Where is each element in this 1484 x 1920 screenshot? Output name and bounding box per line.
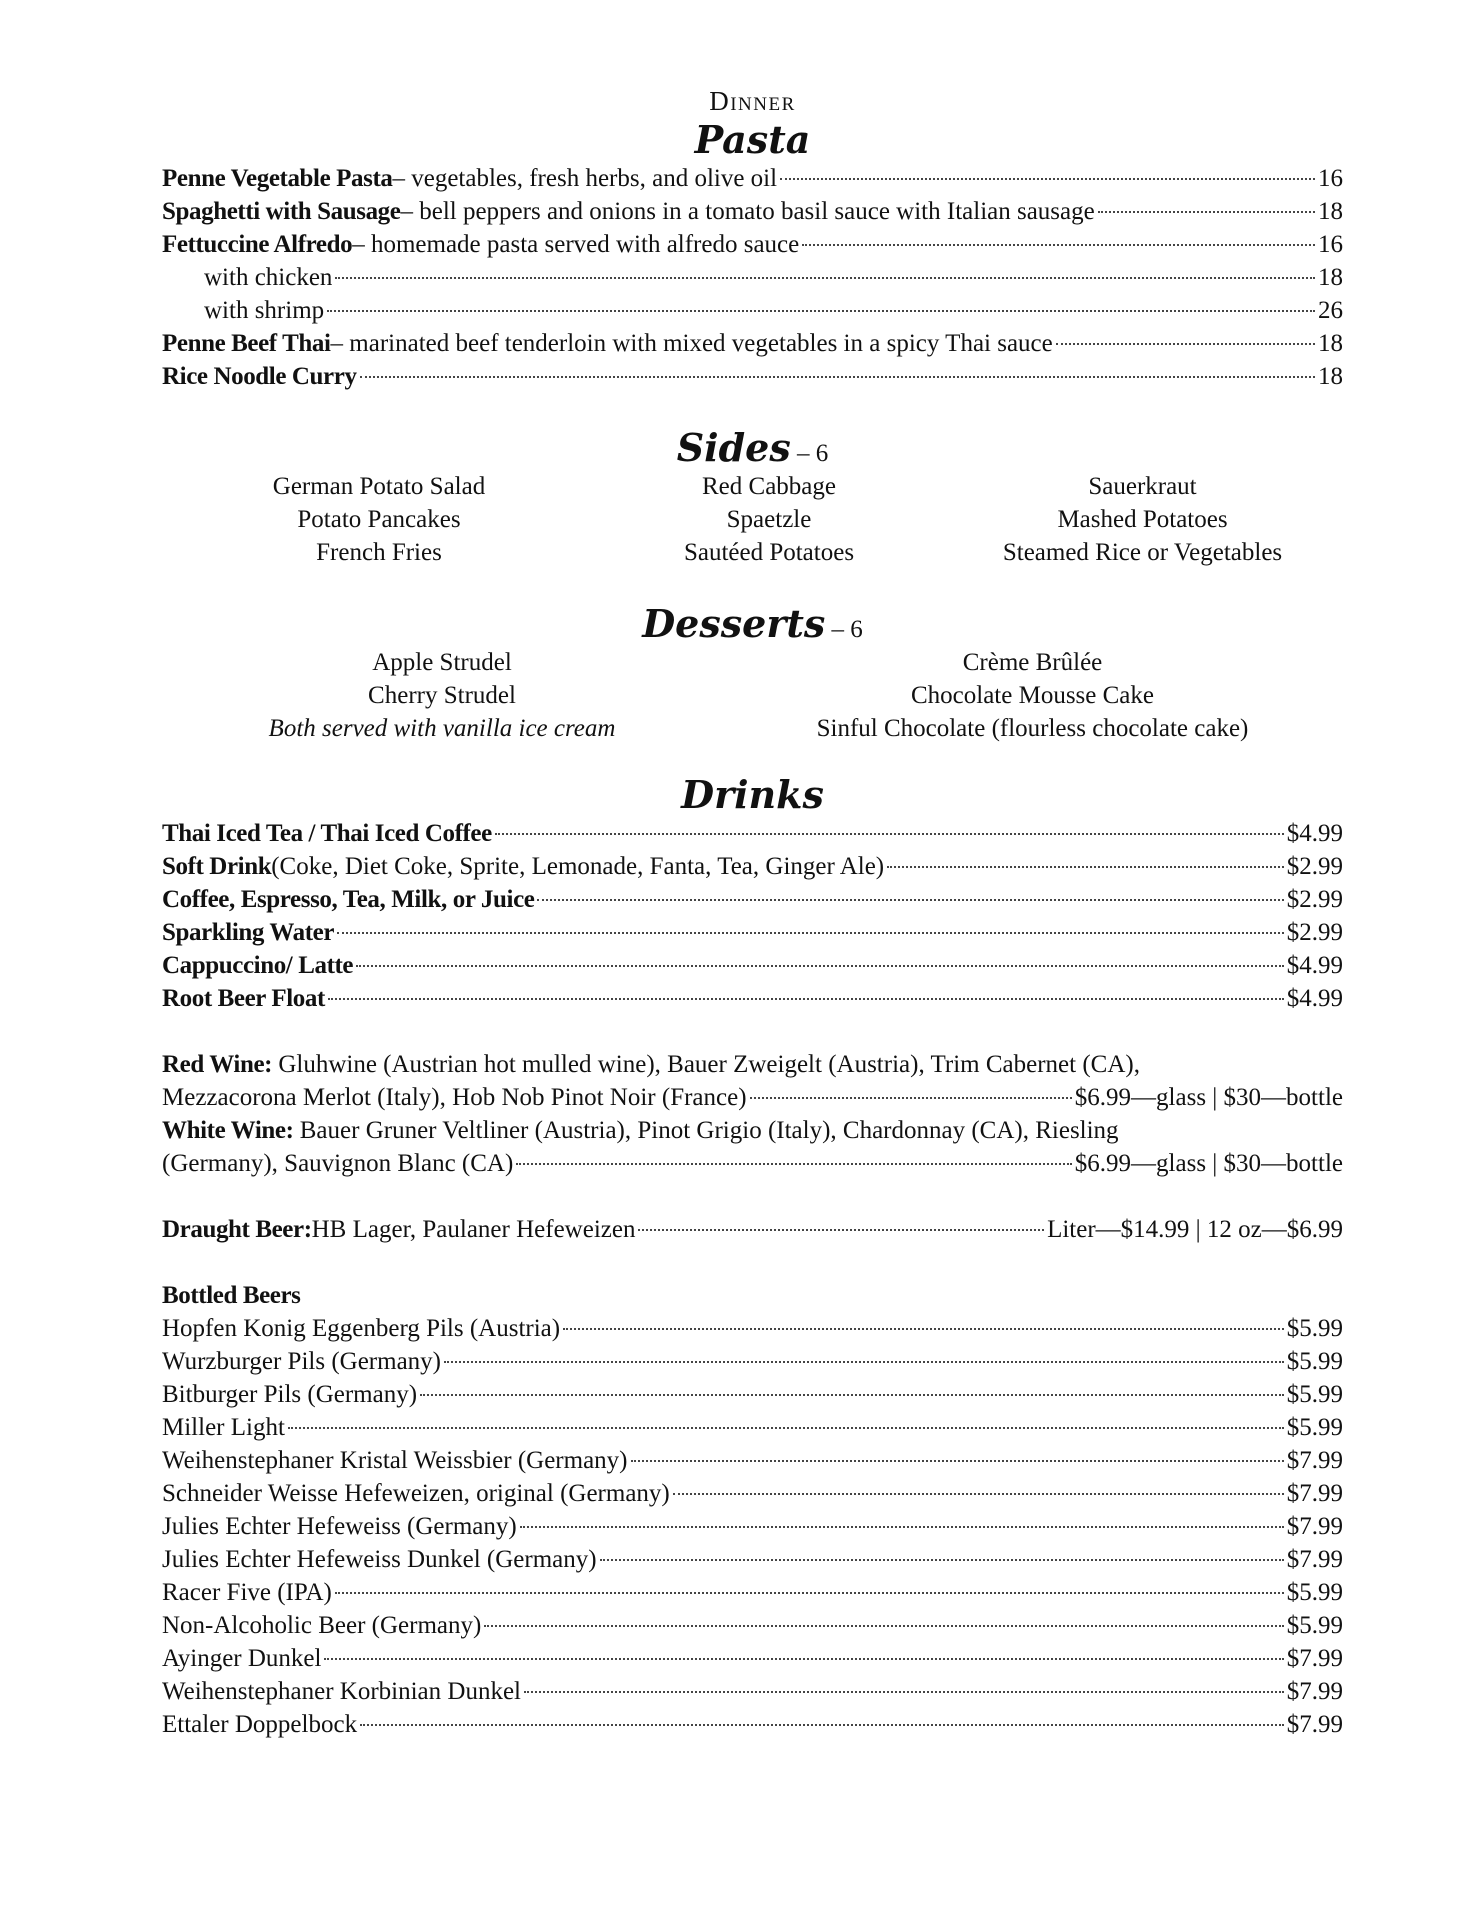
item-name: Root Beer Float <box>162 985 325 1012</box>
dessert-note: Both served with vanilla ice cream <box>268 715 616 742</box>
dot-leader <box>563 1328 1284 1330</box>
red-wine-list-cont: Mezzacorona Merlot (Italy), Hob Nob Pinot Noir (France) <box>162 1084 747 1111</box>
dot-leader <box>631 1460 1284 1462</box>
dot-leader <box>1056 343 1315 345</box>
item-price: 18 <box>1318 363 1343 390</box>
item-price: $7.99 <box>1286 1711 1343 1738</box>
dot-leader <box>638 1229 1044 1231</box>
sides-title-text: Sides <box>676 425 791 470</box>
dot-leader <box>360 376 1315 378</box>
item-name: Rice Noodle Curry <box>162 363 357 390</box>
white-wine-line-1 <box>162 1114 1343 1147</box>
item-description: (Coke, Diet Coke, Sprite, Lemonade, Fanta, Tea, Ginger Ale) <box>271 853 885 880</box>
item-name: Fettuccine Alfredo <box>162 231 353 258</box>
menu-item <box>162 1477 1343 1510</box>
wine-section <box>162 1048 1343 1180</box>
item-price: $2.99 <box>1286 853 1343 880</box>
item-name: Wurzburger Pils (Germany) <box>162 1348 442 1375</box>
item-price: 16 <box>1318 165 1343 192</box>
dot-leader <box>444 1361 1284 1363</box>
dot-leader <box>335 277 1315 279</box>
dot-leader <box>356 965 1284 967</box>
item-price: $5.99 <box>1286 1612 1343 1639</box>
draught-beer-label: Draught Beer: <box>162 1216 312 1243</box>
desserts-title-text: Desserts <box>642 601 826 646</box>
item-price: 26 <box>1318 297 1343 324</box>
white-wine-label: White Wine: <box>162 1117 294 1144</box>
item-price: $2.99 <box>1286 919 1343 946</box>
menu-item <box>162 360 1343 393</box>
desserts-list <box>162 646 1343 745</box>
draught-beer-list: HB Lager, Paulaner Hefeweizen <box>311 1216 636 1243</box>
item-price: $7.99 <box>1286 1645 1343 1672</box>
list-item: French Fries <box>316 539 442 566</box>
item-name: Non-Alcoholic Beer (Germany) <box>162 1612 482 1639</box>
item-price: $4.99 <box>1286 985 1343 1012</box>
dot-leader <box>802 244 1315 246</box>
menu-item <box>162 949 1343 982</box>
drinks-title: Drinks <box>681 772 824 817</box>
white-wine-list-cont: (Germany), Sauvignon Blanc (CA) <box>162 1150 514 1177</box>
item-price: $7.99 <box>1286 1678 1343 1705</box>
item-name: Penne Beef Thai <box>162 330 331 357</box>
red-wine-price: $6.99—glass | $30—bottle <box>1074 1084 1343 1111</box>
list-item: Cherry Strudel <box>368 682 516 709</box>
list-item: Sautéed Potatoes <box>683 539 855 566</box>
desserts-title <box>162 602 1343 646</box>
menu-item <box>162 916 1343 949</box>
white-wine-list: Bauer Gruner Veltliner (Austria), Pinot Grigio (Italy), Chardonnay (CA), Riesling <box>293 1117 1119 1144</box>
dot-leader <box>335 1592 1284 1594</box>
menu-item <box>162 1708 1343 1741</box>
bottled-beers-title: Bottled Beers <box>162 1282 301 1309</box>
dot-leader <box>887 866 1284 868</box>
dot-leader <box>288 1427 1284 1429</box>
item-name: Penne Vegetable Pasta <box>162 165 393 192</box>
dot-leader <box>524 1691 1284 1693</box>
menu-item <box>162 1510 1343 1543</box>
item-price: 18 <box>1318 330 1343 357</box>
list-item: Sinful Chocolate (flourless chocolate cake) <box>816 715 1249 742</box>
item-price: $5.99 <box>1286 1381 1343 1408</box>
sides-price: – 6 <box>790 440 829 467</box>
item-name: Ettaler Doppelbock <box>162 1711 358 1738</box>
menu-item <box>162 195 1343 228</box>
dot-leader <box>324 1658 1283 1660</box>
sides-title <box>162 426 1343 470</box>
item-name: Thai Iced Tea / Thai Iced Coffee <box>162 820 492 847</box>
menu-content <box>162 84 1343 1741</box>
item-price: $4.99 <box>1286 820 1343 847</box>
item-price: $7.99 <box>1286 1447 1343 1474</box>
desserts-price: – 6 <box>825 616 863 643</box>
menu-item <box>162 850 1343 883</box>
menu-item <box>162 1411 1343 1444</box>
red-wine-label: Red Wine: <box>162 1051 273 1078</box>
menu-item <box>162 1312 1343 1345</box>
page-title: Dinner <box>709 86 796 116</box>
item-price: $5.99 <box>1286 1315 1343 1342</box>
dot-leader <box>327 310 1315 312</box>
item-name: Bitburger Pils (Germany) <box>162 1381 418 1408</box>
item-price: $5.99 <box>1286 1348 1343 1375</box>
drinks-list <box>162 817 1343 1015</box>
dot-leader <box>537 899 1283 901</box>
item-description: – bell peppers and onions in a tomato basil sauce with Italian sausage <box>400 198 1095 225</box>
item-name: Julies Echter Hefeweiss Dunkel (Germany) <box>162 1546 597 1573</box>
pasta-list <box>162 162 1343 393</box>
pasta-title: Pasta <box>694 117 811 162</box>
item-name: Weihenstephaner Korbinian Dunkel <box>162 1678 521 1705</box>
list-item: Potato Pancakes <box>297 506 461 533</box>
item-description: with chicken <box>204 264 333 291</box>
item-price: $2.99 <box>1286 886 1343 913</box>
list-item: Red Cabbage <box>702 473 836 500</box>
menu-item <box>162 1642 1343 1675</box>
menu-item <box>162 1609 1343 1642</box>
menu-item <box>162 1378 1343 1411</box>
dot-leader <box>495 833 1284 835</box>
menu-item <box>162 1675 1343 1708</box>
item-description: with shrimp <box>204 297 325 324</box>
menu-item <box>162 982 1343 1015</box>
dot-leader <box>1098 211 1315 213</box>
item-price: 16 <box>1318 231 1343 258</box>
menu-item <box>162 1576 1343 1609</box>
bottled-beers-list <box>162 1312 1343 1741</box>
list-item: German Potato Salad <box>272 473 486 500</box>
red-wine-list: Gluhwine (Austrian hot mulled wine), Bauer Zweigelt (Austria), Trim Cabernet (CA), <box>272 1051 1140 1078</box>
white-wine-line-2 <box>162 1147 1343 1180</box>
sides-list <box>162 470 1343 569</box>
menu-item <box>162 817 1343 850</box>
dot-leader <box>673 1493 1284 1495</box>
list-item: Mashed Potatoes <box>1057 506 1228 533</box>
item-name: Spaghetti with Sausage <box>162 198 401 225</box>
item-name: Racer Five (IPA) <box>162 1579 332 1606</box>
item-name: Miller Light <box>162 1414 285 1441</box>
menu-item <box>162 883 1343 916</box>
item-name: Schneider Weisse Hefeweizen, original (Germany) <box>162 1480 670 1507</box>
dot-leader <box>520 1526 1284 1528</box>
dot-leader <box>360 1724 1284 1726</box>
dot-leader <box>484 1625 1283 1627</box>
item-name: Soft Drink <box>162 853 272 880</box>
item-name: Hopfen Konig Eggenberg Pils (Austria) <box>162 1315 561 1342</box>
item-name: Weihenstephaner Kristal Weissbier (Germany) <box>162 1447 628 1474</box>
item-price: $4.99 <box>1286 952 1343 979</box>
menu-item-option <box>162 294 1343 327</box>
dot-leader <box>600 1559 1284 1561</box>
dot-leader <box>337 932 1284 934</box>
list-item: Sauerkraut <box>1088 473 1197 500</box>
item-price: $5.99 <box>1286 1414 1343 1441</box>
list-item: Crème Brûlée <box>962 649 1103 676</box>
menu-item <box>162 327 1343 360</box>
item-price: $7.99 <box>1286 1546 1343 1573</box>
menu-item <box>162 162 1343 195</box>
draught-beer-price: Liter—$14.99 | 12 oz—$6.99 <box>1047 1216 1343 1243</box>
item-name: Coffee, Espresso, Tea, Milk, or Juice <box>162 886 535 913</box>
white-wine-price: $6.99—glass | $30—bottle <box>1074 1150 1343 1177</box>
list-item: Apple Strudel <box>372 649 512 676</box>
list-item: Steamed Rice or Vegetables <box>1002 539 1283 566</box>
list-item: Chocolate Mousse Cake <box>910 682 1154 709</box>
menu-item-option <box>162 261 1343 294</box>
dot-leader <box>420 1394 1284 1396</box>
menu-item <box>162 1444 1343 1477</box>
menu-item <box>162 228 1343 261</box>
item-name: Sparkling Water <box>162 919 335 946</box>
menu-item <box>162 1345 1343 1378</box>
item-description: – vegetables, fresh herbs, and olive oil <box>392 165 778 192</box>
dot-leader <box>516 1163 1071 1165</box>
item-price: 18 <box>1318 264 1343 291</box>
draught-beer-line <box>162 1213 1343 1246</box>
item-description: – homemade pasta served with alfredo sauce <box>352 231 800 258</box>
red-wine-line-2 <box>162 1081 1343 1114</box>
list-item: Spaetzle <box>726 506 812 533</box>
red-wine-line-1 <box>162 1048 1343 1081</box>
item-price: $7.99 <box>1286 1513 1343 1540</box>
item-name: Julies Echter Hefeweiss (Germany) <box>162 1513 517 1540</box>
dot-leader <box>780 178 1315 180</box>
item-description: – marinated beef tenderloin with mixed vegetables in a spicy Thai sauce <box>330 330 1053 357</box>
item-price: $7.99 <box>1286 1480 1343 1507</box>
item-price: 18 <box>1318 198 1343 225</box>
item-name: Cappuccino/ Latte <box>162 952 354 979</box>
dot-leader <box>750 1097 1072 1099</box>
menu-item <box>162 1543 1343 1576</box>
item-name: Ayinger Dunkel <box>162 1645 322 1672</box>
dot-leader <box>328 998 1284 1000</box>
item-price: $5.99 <box>1286 1579 1343 1606</box>
